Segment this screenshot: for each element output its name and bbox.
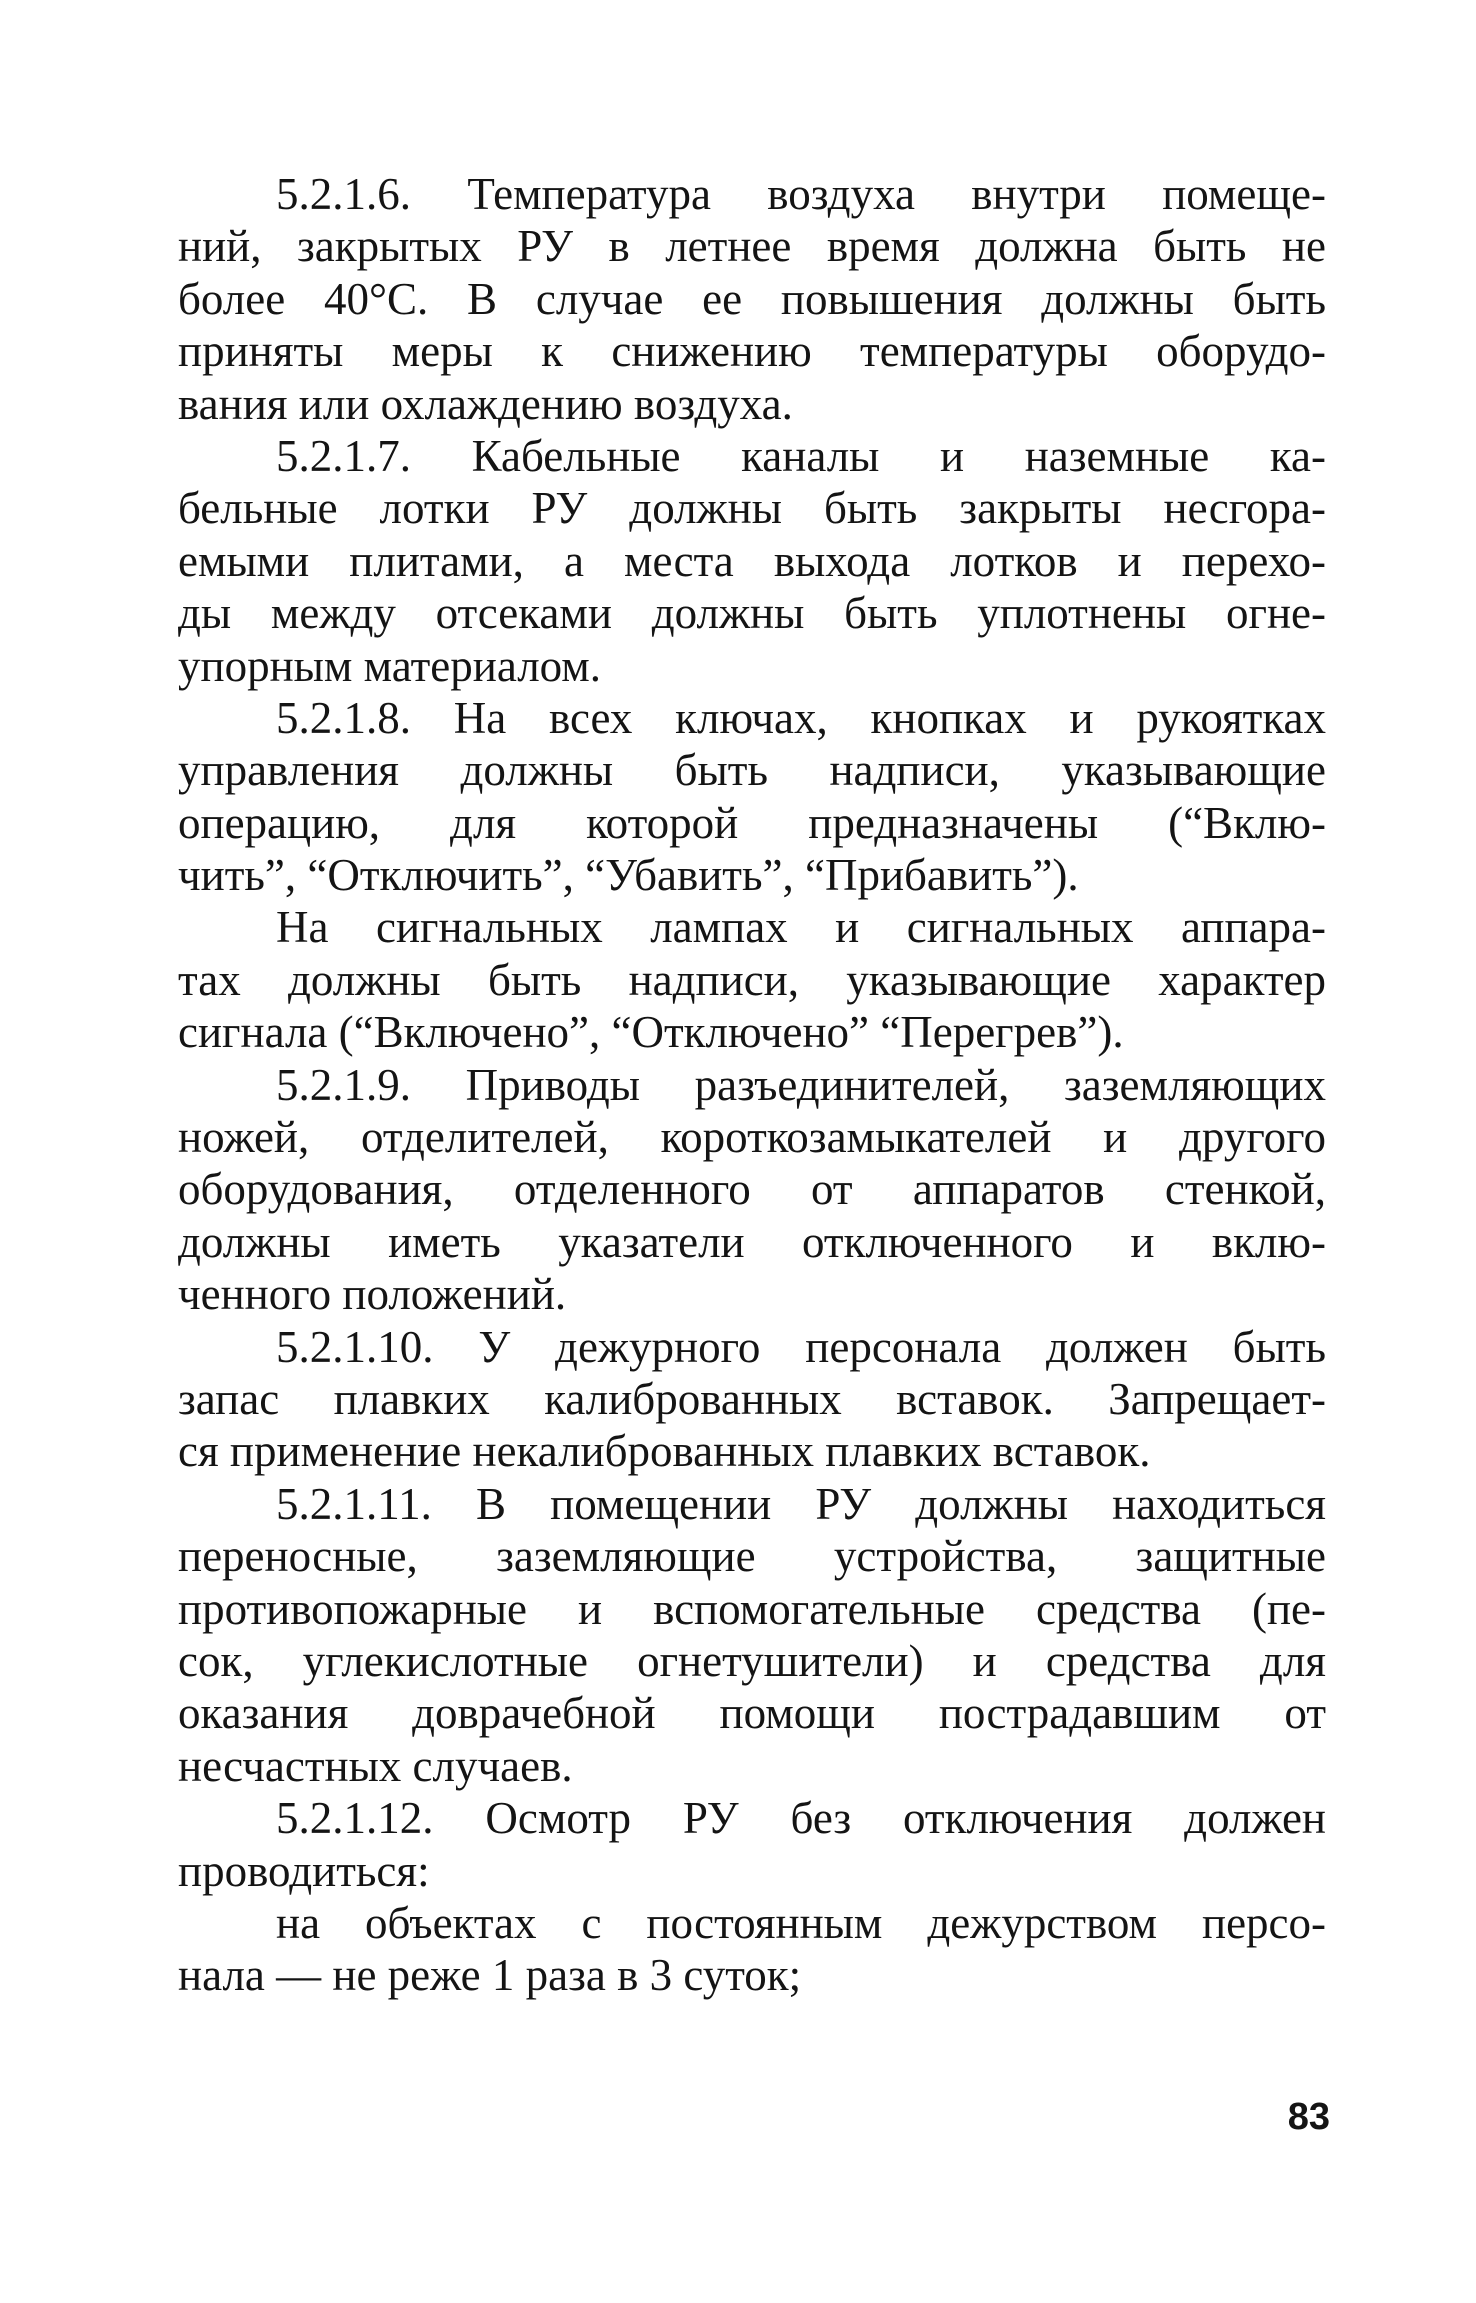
text-line: вания или охлаждению воздуха. xyxy=(178,378,793,429)
text-line: 5.2.1.9. Приводы разъединителей, заземляющих xyxy=(276,1059,1326,1110)
paragraph-p-5-2-1-11 xyxy=(178,1478,1326,1792)
text-line: емыми плитами, а места выхода лотков и перехо- xyxy=(178,535,1326,586)
text-line: проводиться: xyxy=(178,1845,430,1896)
paragraph-p-5-2-1-12 xyxy=(178,1792,1326,1897)
text-line: ся применение некалиброванных плавких вставок. xyxy=(178,1426,1151,1477)
text-line: должны иметь указатели отключенного и вклю- xyxy=(178,1216,1326,1267)
paragraph-p-5-2-1-8 xyxy=(178,692,1326,902)
text-line: 5.2.1.6. Температура воздуха внутри помеще- xyxy=(276,169,1326,219)
text-line: на объектах с постоянным дежурством персо- xyxy=(276,1897,1326,1948)
text-line: оказания доврачебной помощи пострадавшим от xyxy=(178,1688,1326,1739)
text-line: управления должны быть надписи, указывающие xyxy=(178,745,1326,796)
text-line: оборудования, отделенного от аппаратов стенкой, xyxy=(178,1164,1326,1215)
text-line: нала — не реже 1 раза в 3 суток; xyxy=(178,1950,802,2001)
paragraph-p-constant-duty xyxy=(178,1897,1326,2002)
text-line: ченного положений. xyxy=(178,1269,567,1320)
text-line: ды между отсеками должны быть уплотнены огне- xyxy=(178,588,1326,639)
paragraph-p-5-2-1-9 xyxy=(178,1059,1326,1321)
text-line: ний, закрытых РУ в летнее время должна быть не xyxy=(178,221,1326,272)
text-line: бельные лотки РУ должны быть закрыты несгора- xyxy=(178,483,1326,534)
paragraph-p-5-2-1-10 xyxy=(178,1321,1326,1478)
paragraph-p-5-2-1-6 xyxy=(178,168,1326,430)
text-line: 5.2.1.10. У дежурного персонала должен быть xyxy=(276,1321,1326,1372)
paragraph-p-signal-lamps xyxy=(178,901,1326,1058)
text-line: 5.2.1.7. Кабельные каналы и наземные ка- xyxy=(276,430,1326,481)
body-text xyxy=(178,168,1326,2002)
text-line: сигнала (“Включено”, “Отключено” “Перегрев”). xyxy=(178,1007,1124,1058)
text-line: противопожарные и вспомогательные средства (пе- xyxy=(178,1583,1326,1634)
text-line: более 40°С. В случае ее повышения должны быть xyxy=(178,273,1326,324)
text-line: операцию, для которой предназначены (“Вклю- xyxy=(178,797,1326,848)
text-line: запас плавких калиброванных вставок. Запрещает- xyxy=(178,1373,1326,1424)
text-line: переносные, заземляющие устройства, защитные xyxy=(178,1531,1326,1582)
text-line: приняты меры к снижению температуры оборудо- xyxy=(178,326,1326,377)
page-number: 83 xyxy=(1287,2096,1330,2138)
text-line: 5.2.1.8. На всех ключах, кнопках и рукоятках xyxy=(276,692,1326,743)
text-line: ножей, отделителей, короткозамыкателей и другого xyxy=(178,1112,1326,1163)
text-line: чить”, “Отключить”, “Убавить”, “Прибавить”). xyxy=(178,850,1079,901)
text-line: На сигнальных лампах и сигнальных аппара- xyxy=(276,902,1326,953)
text-line: несчастных случаев. xyxy=(178,1740,573,1791)
text-line: 5.2.1.11. В помещении РУ должны находиться xyxy=(276,1478,1326,1529)
text-line: сок, углекислотные огнетушители) и средства для xyxy=(178,1635,1326,1686)
paragraph-p-5-2-1-7 xyxy=(178,430,1326,692)
text-line: тах должны быть надписи, указывающие характер xyxy=(178,954,1326,1005)
text-line: 5.2.1.12. Осмотр РУ без отключения должен xyxy=(276,1793,1326,1844)
text-line: упорным материалом. xyxy=(178,640,602,691)
